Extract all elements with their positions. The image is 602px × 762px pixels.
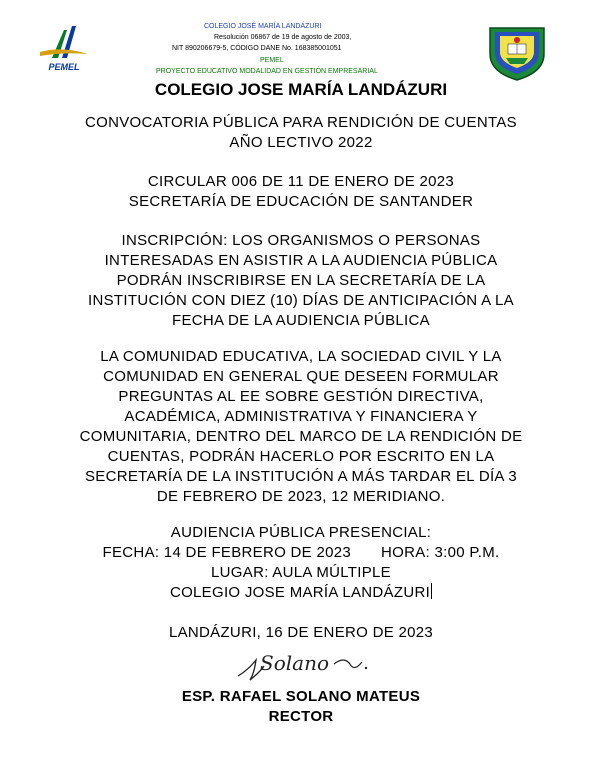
- signature-text: Solano: [260, 651, 329, 675]
- header-school-name: COLEGIO JOSÉ MARÍA LANDÁZURI: [204, 23, 322, 30]
- community-line: COMUNIDAD EN GENERAL QUE DESEEN FORMULAR: [103, 368, 499, 385]
- community-paragraph: [20, 347, 582, 507]
- inscription-line: INTERESADAS EN ASISTIR A LA AUDIENCIA PÚBLICA: [104, 252, 498, 269]
- circular-line-2: SECRETARÍA DE EDUCACIÓN DE SANTANDER: [128, 193, 474, 210]
- circular-line-1: CIRCULAR 006 DE 11 DE ENERO DE 2023: [147, 173, 455, 190]
- signature: [234, 646, 374, 686]
- inscription-line: INSTITUCIÓN CON DIEZ (10) DÍAS DE ANTICIPACIÓN A LA: [88, 292, 514, 309]
- circular-block: [20, 172, 582, 212]
- audience-heading: AUDIENCIA PÚBLICA PRESENCIAL:: [170, 524, 432, 541]
- audience-school-line: [20, 583, 582, 603]
- header-nit: NIT 890206679-5, CÓDIGO DANE No. 168385001051: [172, 45, 342, 52]
- logo-left-text: PEMEL: [48, 62, 80, 72]
- inscription-line: PODRÁN INSCRIBIRSE EN LA SECRETARÍA DE LA: [116, 272, 486, 289]
- community-line: CUENTAS, PODRÁN HACERLO POR ESCRITO EN LA: [107, 448, 495, 465]
- inscription-line: INSCRIPCIÓN: LOS ORGANISMOS O PERSONAS: [121, 232, 481, 249]
- audience-block: [20, 523, 582, 603]
- place-date: [20, 623, 582, 643]
- signer-name: ESP. RAFAEL SOLANO MATEUS: [181, 688, 421, 705]
- place-date-text: LANDÁZURI, 16 DE ENERO DE 2023: [168, 624, 434, 641]
- community-line: SECRETARÍA DE LA INSTITUCIÓN A MÁS TARDAR EL DÍA 3: [84, 468, 518, 485]
- header-program-full: PROYECTO EDUCATIVO MODALIDAD EN GESTIÓN EMPRESARIAL: [156, 68, 378, 75]
- page-title: COLEGIO JOSE MARÍA LANDÁZURI: [154, 80, 448, 99]
- header-resolution: Resolución 06867 de 19 de agosto de 2003,: [214, 34, 352, 41]
- header-program-short: PEMEL: [260, 57, 284, 64]
- inscription-paragraph: [20, 231, 582, 331]
- community-line: COMUNITARIA, DENTRO DEL MARCO DE LA RENDICIÓN DE: [79, 428, 523, 445]
- call-line-1: CONVOCATORIA PÚBLICA PARA RENDICIÓN DE CUENTAS: [85, 114, 517, 131]
- signer-block: [20, 687, 582, 727]
- community-line: LA COMUNIDAD EDUCATIVA, LA SOCIEDAD CIVIL Y LA: [100, 348, 502, 365]
- call-line-2: AÑO LECTIVO 2022: [229, 134, 373, 151]
- community-line: DE FEBRERO DE 2023, 12 MERIDIANO.: [156, 488, 446, 505]
- community-line: PREGUNTAS AL EE SOBRE GESTIÓN DIRECTIVA,: [118, 388, 484, 405]
- community-line: ACADÉMICA, ADMINISTRATIVA Y FINANCIERA Y: [124, 408, 478, 425]
- school-crest-logo: [486, 22, 548, 82]
- pemel-logo: [34, 22, 94, 74]
- audience-time: HORA: 3:00 P.M.: [381, 544, 500, 561]
- text-cursor: [431, 583, 432, 599]
- audience-place: LUGAR: AULA MÚLTIPLE: [211, 564, 391, 581]
- inscription-line: FECHA DE LA AUDIENCIA PÚBLICA: [172, 312, 430, 329]
- signer-role: RECTOR: [268, 708, 334, 725]
- audience-school: COLEGIO JOSE MARÍA LANDÁZURI: [169, 584, 431, 601]
- audience-date: FECHA: 14 DE FEBRERO DE 2023: [102, 544, 352, 561]
- call-block: [20, 113, 582, 153]
- audience-date-time: [20, 543, 582, 563]
